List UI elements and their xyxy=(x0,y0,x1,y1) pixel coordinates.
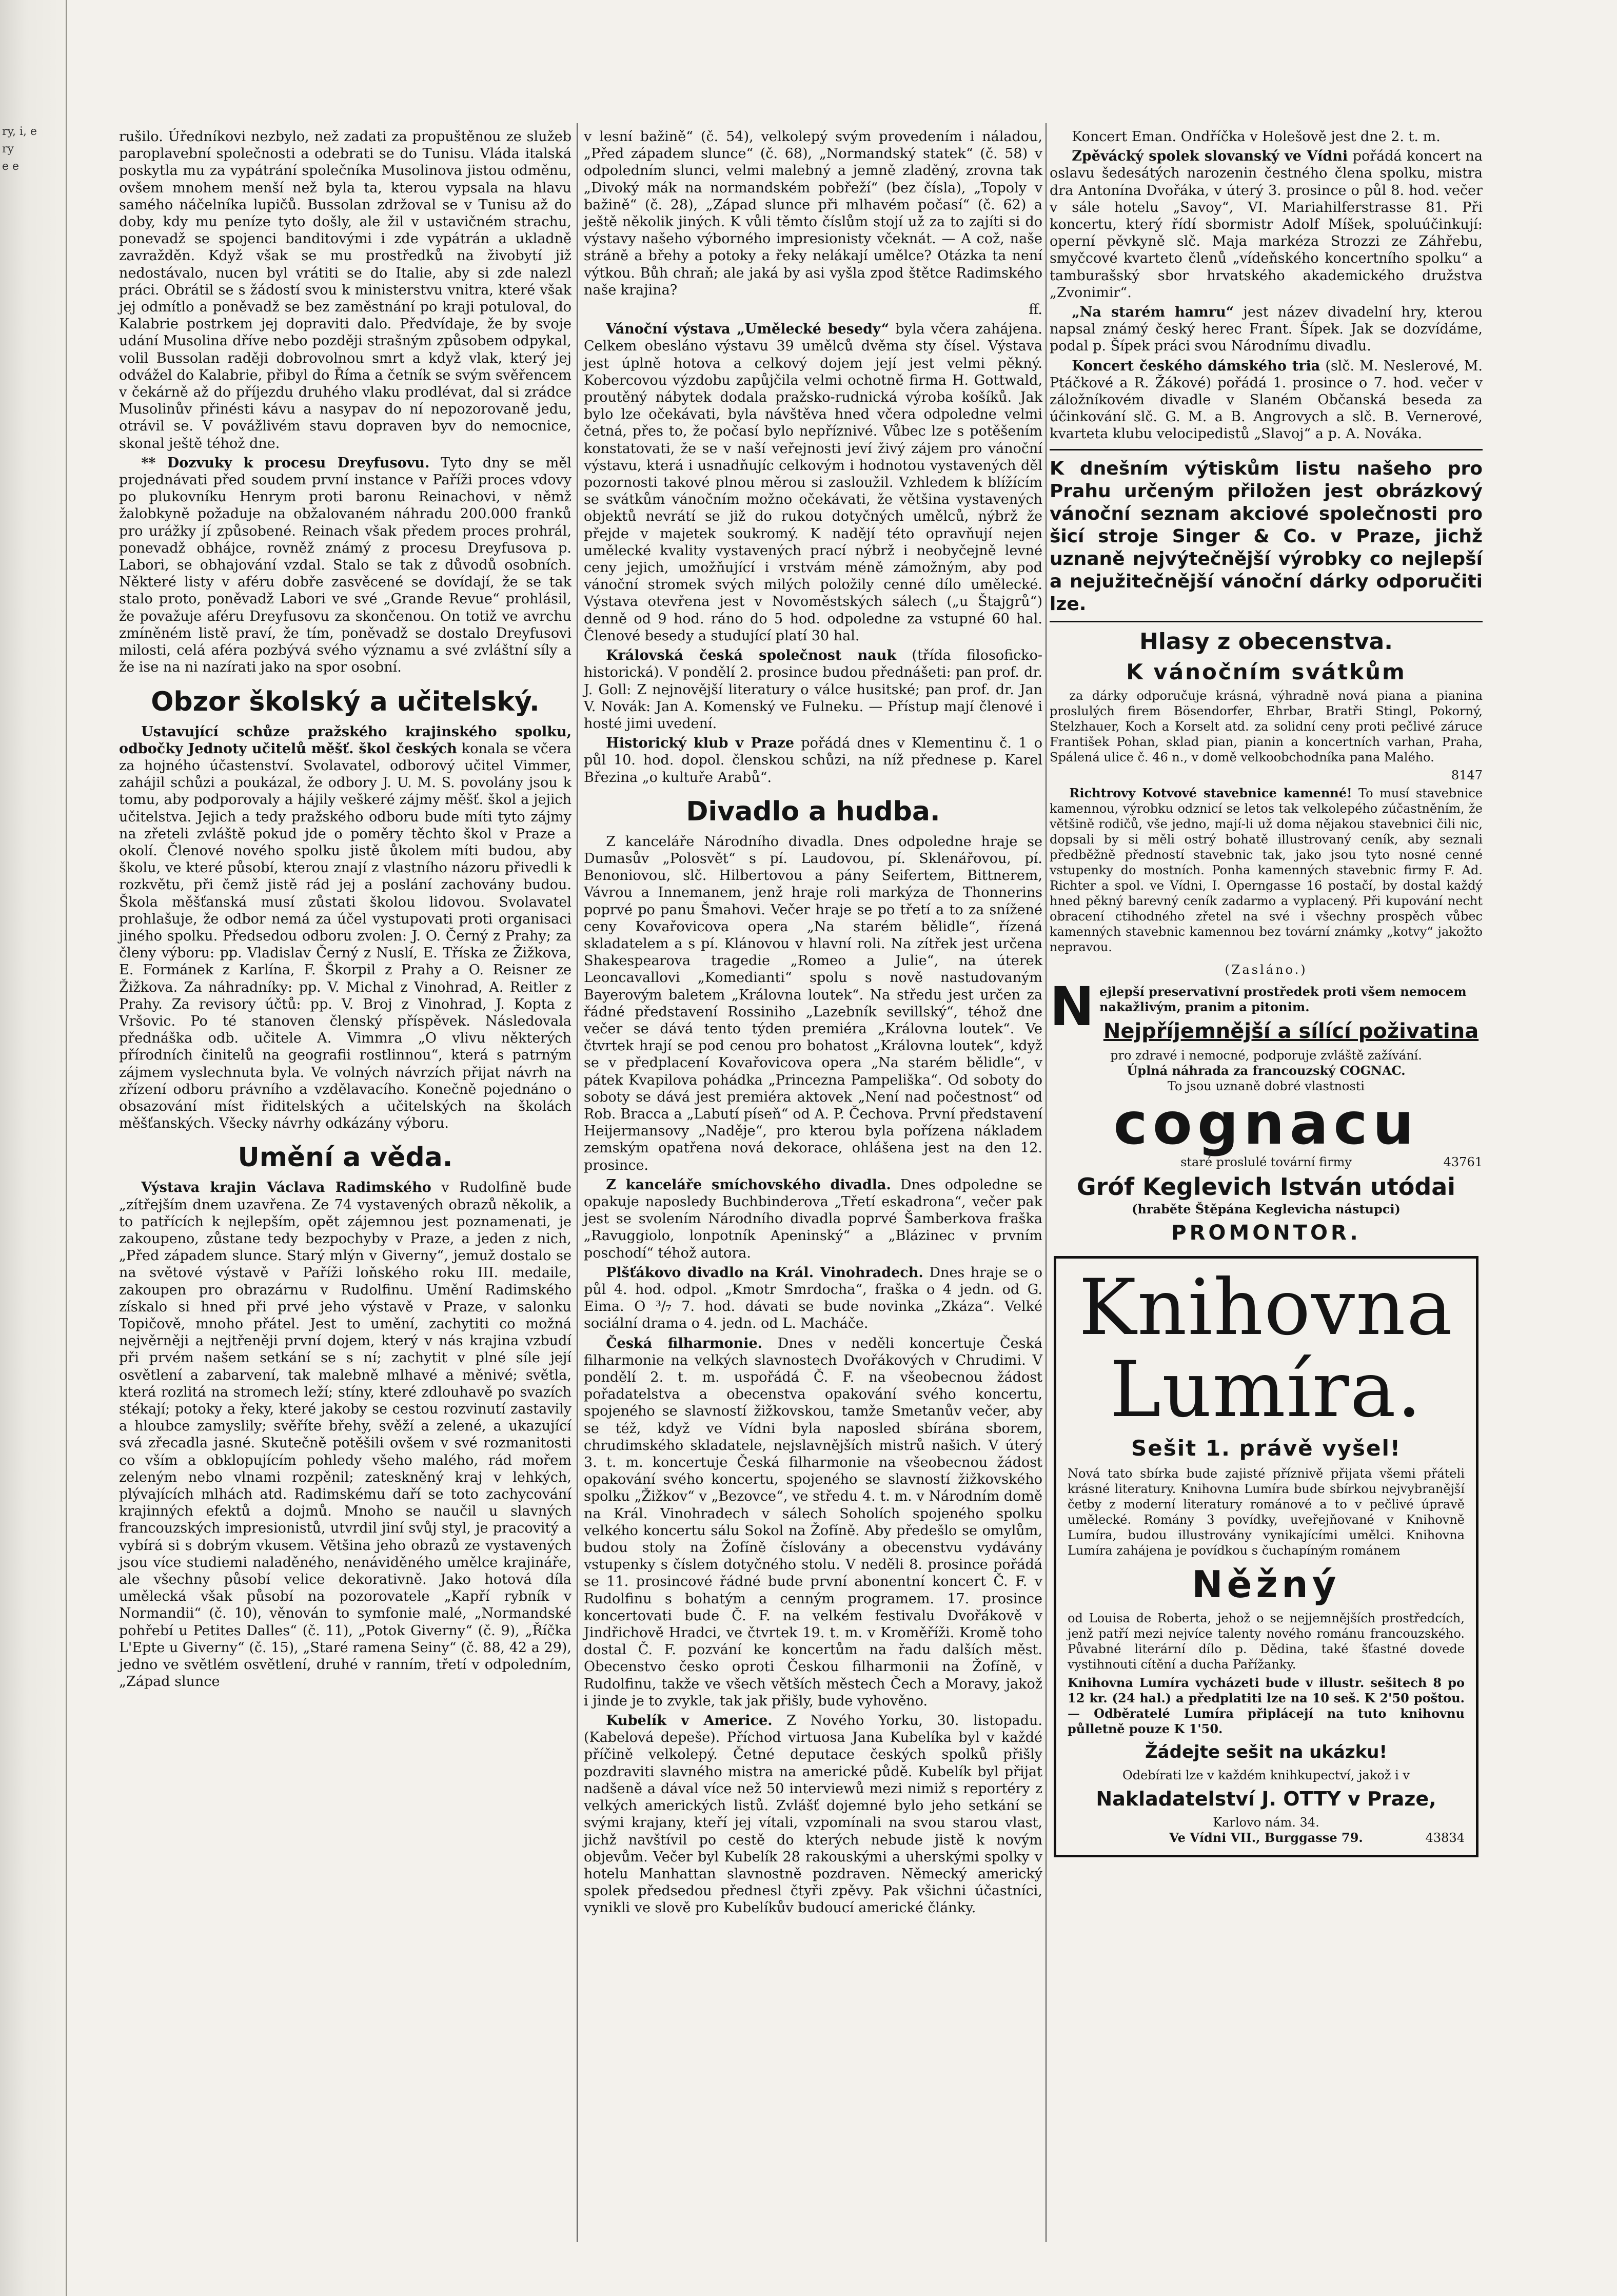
article-kubelik-lead: Kubelík v Americe. xyxy=(606,1713,773,1729)
cognac-heading: Nejpříjemnější a sílící poživatina xyxy=(1103,1019,1479,1043)
article-dreyfus-text: Tyto dny se měl projednávati před soudem první instance v Paříži proces vdovy po plukovníku Henrym proti baronu Reinachovi, v němž žalobkyně požaduje na obžalovaném náhradu 200.000 franků pro urážky jí způsobené. Reinach však předem proces prohrál, ponevadž obhájce, rovněž známý z procesu Dreyfusova p. Labori, se obhajování vzdal. Stalo se tak z důvodů osobních. Některé listy v aféru dobře zasvěcené se dovídají, že se tak stalo proto, poněvadž Labori ve své „Grande Revue“ prohlásil, že považuje aféru Dreyfusovu za skončenou. On totiž ve avrchu zmíněném listě praví, že tím, poněvadž se dostalo Dreyfusovi milosti, celá aféra pozbývá svého významu a své zvláštní síly a že ise na ni nazírati jako na spor osobní. xyxy=(119,455,571,676)
divider xyxy=(1050,621,1483,622)
article-lectures-text: (třída filosoficko-historická). V pondělí 2. prosince budou přednášeti: pan prof. dr. J. Goll: Z nejnovější literatury o válce husitské; pan prof. dr. Jan V. Novák: Jan A. Komenský ve Fulneku. — Přístup mají členové i hosté jimi uvedení. xyxy=(584,647,1042,732)
knihovna-vienna-text: Ve Vídni VII., Burggasse 79. xyxy=(1169,1830,1363,1845)
article-kubelik-text: Z Nového Yorku, 30. listopadu. (Kabelová depeše). Příchod virtuosa Jana Kubelíka byl v každé příčině velkolepý. Četné deputace českých spolků přišly pozdraviti slavného mistra na americké půdě. Kubelík byl přijat nadšeně a dával více než 50 interviewů mezi nimiž s reportéry z velkých amerických listů. Zvlášť dojemné bylo jeho setkání se svými krajany, kteří jej vítali, vzpomínali na svou starou vlast, jichž navštívil po cestě do kterých nebude jistě k novým objevům. Večer byl Kubelík 28 rakouskými a uherskými spolky v hotelu Manhattan slavnostně pozdraven. Německý americký spolek předsedou přednesl čtyři zpěvy. Pak všichni účastníci, vynikli ve slově pro Kubelíkův budoucí americké články. xyxy=(584,1713,1042,1916)
article-dreyfus xyxy=(119,455,571,676)
article-trio-lead: Koncert českého dámského tria xyxy=(1072,358,1320,374)
knihovna-text: Nová tato sbírka bude zajisté příznivě přijata všemi přáteli krásné literatury. Knihovna Lumíra bude sbírkou nejvybranější četby z moderní literatury románové a to v pečlivé úpravě umělecké. Romány 3 povídky, uveřejňované v Knihovně Lumíra, budou illustrovány vynikajícími umělci. Knihovna Lumíra zahájena je povídkou s čuchapíným románem xyxy=(1068,1466,1465,1558)
cognac-line-1: pro zdravé i nemocné, podporuje zvláště zažívání. xyxy=(1110,1048,1422,1063)
column-rule-2 xyxy=(1046,123,1047,2242)
article-trio-text: (slč. M. Neslerové, M. Ptáčkové a R. Žákové) pořádá 1. prosince o 7. hod. večer v záložníkovém divadle v Slaném Občanská beseda za účinkování slč. G. M. a B. Angrovych a slč. B. Vernerové, kvarteta klubu velocipedistů „Slavoj“ a p. A. Nováka. xyxy=(1050,358,1483,442)
article-national-theatre: Z kanceláře Národního divadla. Dnes odpoledne hraje se Dumasův „Polosvět“ s pí. Laudovou, pí. Sklenářovou, pí. Benoniovou, slč. Hilbertovou a pány Seifertem, Bittnerem, Vávrou a Innemanem, jenž hraje roli markýza de Thonnerins poprvé po panu Šmahovi. Večer hraje se po třetí a to za snížené ceny Kovařovicova opera „Na starém bělidle“, řízená skladatelem a s pí. Klánovou v hlavní roli. Na zítřek jest určena Shakespearova tragedie „Romeo a Julie“, na úterek Leoncavallovi „Komedianti“ spolu s nově nastudovaným Bayerovým baletem „Královna loutek“. Na středu jest určen za řádné představení Rossiniho „Lazebník sevillský“, téhož dne večer se dává tento týden premiéra „Královna loutek“. Ve čtvrtek hrají se pod cenou pro bohatost „Královna loutek“, když se v předplacení Kovařovicova opera „Na starém bělidle“, v pátek Kvapilova pohádka „Princezna Pampeliška“. Od soboty do soboty se dává jest premiéra aktovek „Není nad počestnost“ od Rob. Bracca a „Labutí píseň“ od A. P. Čechova. První představení Heijermansovy „Naděje“, pro kterou byla pořízena nákladem zemským opatřena nová dekorace, ohlášena jest na den 12. prosince. xyxy=(584,833,1042,1173)
divider xyxy=(1050,449,1483,450)
article-xmas-lead: Vánoční výstava „Umělecké besedy“ xyxy=(606,321,890,338)
column-2 xyxy=(584,128,1042,2273)
cognac-firm-note: (hraběte Štěpána Keglevicha nástupci) xyxy=(1132,1201,1401,1216)
article-piste-text: Dnes hraje se o půl 4. hod. odpol. „Kmotr Smrdocha“, fraška o 4 jedn. od G. Eima. O ³/₇ 7. hod. dávati se bude novinka „Zkáza“. Velké sociální drama o 4. jedn. od L. Macháče. xyxy=(584,1264,1043,1332)
cognac-line-4 xyxy=(1050,1154,1483,1170)
article-lectures xyxy=(584,647,1042,732)
article-radimsky xyxy=(119,1179,571,1690)
knihovna-sesit: Sešit 1. právě vyšel! xyxy=(1131,1435,1402,1461)
article-club-lead: Historický klub v Praze xyxy=(606,735,795,752)
kotva-ad xyxy=(1050,786,1483,955)
article-dreyfus-lead: ** Dozvuky k procesu Dreyfusovu. xyxy=(141,455,430,471)
column-3 xyxy=(1050,128,1483,2273)
article-hamr-text: jest název divadelní hry, kterou napsal známý český herec Frant. Šípek. Jak se dozvídáme, podal p. Šípek práci svou Národnímu divadlu. xyxy=(1050,304,1483,355)
article-hamr xyxy=(1050,304,1483,355)
article-philharmonic xyxy=(584,1335,1042,1710)
pohan-ad-text: za dárky odporučuje krásná, výhradně nová piana a pianina proslulých firem Bösendorfer, Ehrbar, Bratři Stingl, Pokorný, Stelzhauer, Koch a Korselt atd. za solidní ceny proti pečlivé záruce František Pohan, sklad pian, pianin a koncertních varhan, Praha, Spálená ulice č. 46 n., v domě velkoobchodníka pana Malého. xyxy=(1050,688,1483,764)
knihovna-number: 43834 xyxy=(1425,1830,1465,1845)
column-rule-1 xyxy=(577,123,578,2242)
knihovna-publisher: Nakladatelství J. OTTY v Praze, xyxy=(1096,1787,1436,1810)
singer-notice: K dnešním výtiskům listu našeho pro Prahu určeným přiložen jest obrázkový vánoční seznam akciové společnosti pro šicí stroje Singer & Co. v Praze, jichž uznaně nejvýtečnější výrobky co nejlepší a nejužitečnější vánoční dárky odporučiti lze. xyxy=(1050,458,1483,615)
article-phil-text: Dnes v neděli koncertuje Česká filharmonie na velkých slavnostech Dvořákových v Chrudimi. V pondělí 2. t. m. uspořádá Č. F. na všeobecnou žádost pořadatelstva a obecenstva opakování svého koncertu, spojeného se slavností žižkovskou, tamže Smetanův večer, aby se též, když ve Vídni byla naposled sbírána sborem, chrudimského skladatele, nejslavnějších mistrů našich. V úterý 3. t. m. koncertuje Česká filharmonie na všeobecnou žádost opakování svého koncertu, spojeného se slavností žižkovského spolku „Žižkov“ v „Bezovce“, ve středu 4. t. m. v Národním domě na Král. Vinohradech v sálech Soholích spojeného spolku velkého koncertu sálu Sokol na Žofíně. Aby předešlo se omylům, budou stoly na Žofíně číslovány a obecenstvu vydávány vstupenky s číslem dotyčného stolu. V neděli 8. prosince pořádá se 11. prosincové řádné bude první abonentní koncert Č. F. v Rudolfinu s bohatým a cenným programem. 17. prosince koncertovati bude Č. F. na velkém festivalu Dvořákově v Jindřichově Hradci, ve čtvrtek 19. t. m. v Kroměříži. Kromě toho dostal Č. F. pozvání ke koncertům na řadu dalších měst. Obecenstvo česko oproti Českou filharmonii na Žofíně, v Rudolfinu, takže ve všech větších městech Čech a Moravy, jakož i jinde je to zvykle, tak jak přišly, bude vyhověno. xyxy=(584,1335,1042,1709)
article-school xyxy=(119,723,571,1132)
cognac-line-2: Úplná náhrada za francouzský COGNAC. xyxy=(1127,1063,1406,1078)
article-slavic-lead: Zpěvácký spolek slovanský ve Vídni xyxy=(1072,148,1348,165)
cognac-city: PROMONTOR. xyxy=(1171,1221,1361,1245)
article-piste xyxy=(584,1264,1042,1332)
cognac-intro: ejlepší preservativní prostředek proti všem nemocem nakažlivým, pranim a pitonim. xyxy=(1099,984,1467,1014)
article-piste-lead: Plšťákovo divadlo na Král. Vinohradech. xyxy=(606,1264,923,1281)
cognac-line-4-text: staré proslulé tovární firmy xyxy=(1180,1154,1352,1169)
section-heading-theatre: Divadlo a hudba. xyxy=(686,796,940,827)
article-radimsky-cont: v lesní bažině“ (č. 54), velkolepý svým provedením i náladou, „Před západem slunce“ (č. 68), „Normandský statek“ (č. 58) v odpoledním slunci, velmi malebný a jemně zladěný, zrovna tak „Divoký mák na normandském pobřeží“ (bez čísla), „Topoly v bažině“ (č. 28), „Západ slunce při mlhavém počasí“ (č. 62) a ještě několik jiných. K vůli těmto číslům stojí už za to zajíti si do výstavy našeho výborného impresionisty včeknát. — A což, naše stráně a břehy a potoky a řeky nelákají umělce? Otázka ta není výtkou. Bůh chraň; ale jaká by asi vyšla zpod štětce Radimského naše krajina? xyxy=(584,129,1042,298)
article-xmas-exhibition xyxy=(584,321,1042,644)
knihovna-order: Odebírati lze v každém knihkupectví, jakož i v xyxy=(1122,1768,1410,1782)
kotva-ad-text: To musí stavebnice kamennou, výrobku odznicí se letos tak velkolepého zúčastněním, že většině rodičů, vše jedno, mají-li už doma nějakou stavebnici čili nic, dopsali by si měli ostrý bohatě illustrovaný ceník, aby seznali předběžně předností stavebnic tak, jako jsou tyto nosné cenné vstupenky do mostních. Ponha kamenných stavebnic firmy F. Ad. Richter a spol. ve Vídni, I. Operngasse 16 postačí, by dostal každý hned pěkný barevný ceník zadarmo a vyplacený. Při kupování necht obracení ctihodného zřetel na své i všechny prospěch vůbec kamenných stavebnic kamennou bez tovární známky „kotvy“ jakožto nepravou. xyxy=(1050,786,1483,954)
article-xmas-text: byla včera zahájena. Celkem obesláno výstavu 39 umělců dvěma sty čísel. Výstava jest úplně hotova a celkový dojem její jest velmi pěkný. Kobercovou výzdobu zapůjčila velmi ochotně firma H. Gottwald, proutěný nábytek dodala pražsko-rudnická výroba košíků. Jak bylo lze očekávati, byla návštěva hned včera odpoledne velmi četná, přes to, že počasí bylo nepříznivé. Vůbec lze s potěšením konstatovati, že se v naší veřejnosti jeví živý zájem pro vánoční výstavu, která i usnadňujíc celkovým i hodnotou vystavených děl pozornosti takové plnou měrou si zasloužil. Vzhledem k blížícím se svátkům vánočním možno očekávati, že většina vystavených objektů nevrátí se již do rukou dotyčných umělců, nýbrž že přejde v majetek soukromý. K nadějí této opravňují nejen umělecké kvality vystavených prací nýbrž i neobyčejně levné ceny jejich, umožňující i vrstvám méně zámožným, aby pod vánoční stromek svých milých položily cenné dílo umělecké. Výstava otevřena jest v Novoměstských sálech („u Štajgrů“) denně od 9 hod. ráno do 5 hod. odpoledne za vstupné 60 hal. Členové besedy a studující platí 30 hal. xyxy=(584,321,1042,644)
article-signature: ff. xyxy=(1029,302,1042,318)
section-heading-voices: Hlasy z obecenstva. xyxy=(1139,628,1393,655)
cognac-number: 43761 xyxy=(1443,1154,1483,1169)
article-smichov xyxy=(584,1176,1042,1262)
article-slavic-society xyxy=(1050,148,1483,301)
page-margin xyxy=(0,0,67,2296)
article-history-club xyxy=(584,735,1042,786)
knihovna-address: Karlovo nám. 34. xyxy=(1213,1815,1319,1830)
pohan-ad-heading: K vánočním svátkům xyxy=(1126,659,1406,684)
section-heading-art: Umění a věda. xyxy=(238,1142,453,1173)
section-heading-school: Obzor školský a učitelský. xyxy=(151,686,540,717)
knihovna-lumira-ad xyxy=(1054,1256,1478,1857)
kotva-ad-lead: Richtrovy Kotvové stavebnice kamenné! xyxy=(1069,785,1352,800)
article-radimsky-text: v Rudolfině bude „zítřejším dnem uzavřena. Ze 74 vystavených obrazů několik, a to patřících k nejlepším, opět zájemnou jest poznamenati, je zakoupeno, zůstane tedy bezpochyby v Praze, a jeden z nich, „Před západem slunce. Starý mlýn v Giverny“, jemuž dostalo se na světové výstavě v Paříži loňského roku III. medaile, zakoupen pro obrazárnu v Rudolfinu. Umění Radimského získalo si hned při prvé jeho výstavě v Praze, v salonku Topičově, mnoho přátel. Jest to umění, zachytiti co možná nejvěrněji a nejtřeněji první dojem, který v nás krajina vzbudí při prvém našem setkání se s ní; zachytit v plné síle její osvětlení a zabarvení, tak malebně mlhavé a měnivé; světla, která rozlitá na stromech leží; stíny, které zdlouhavě po svazích stékají; potoky a řeky, které jakoby se cestou rozvinutí zastavily a hloubce zamyslily; svěříte břehy, svěží a zelené, a ukazující svá zřecadla jasné. Skutečně potěšili ovšem v své rozmanitosti co vším a obklopujícím pohledy všeho malého, rád mořem zeleným nebo vlnami rozpěnil; zateskněný kraj v lehkých, plývajících mlhách atd. Radimskému daří se toto zachycování krajinných efektů a dojmů. Mnoho se naučil u slavných francouzských impresionistů, utvrdil jiní svůj styl, je pracovitý a vybírá si s dobrým vkusem. Většina jeho obrazů ze vystavených jsou více studiemi naladěného, nenáviděného umělce krajináře, ale všechny působí velice dekorativně. Jako hotová díla umělecká však působí na pozorovatele „Kapří rybník v Normandii“ (č. 10), věnován to symfonie malé, „Normandské pohřebí u Petites Dalles“ (č. 11), „Potok Giverny“ (č. 9), „Říčka L'Epte u Giverny“ (č. 15), „Staré ramena Seiny“ (č. 88, 42 a 29), jedno ve světlém osvětlení, druhé v ranním, třetí v odpoledním, „Západ slunce xyxy=(119,1180,571,1690)
margin-fragment: ry, i, e ry e e xyxy=(2,125,37,173)
article-hamr-lead: „Na starém hamru“ xyxy=(1072,304,1234,321)
knihovna-author: od Louisa de Roberta, jehož o se nejjemnějších prostředcích, jenž patří mezi nejvíce talenty nového románu francouzského. Půvabné literární dílo p. Dědina, také šťastné dovede vystihnouti cítění a ducha Pařížanky. xyxy=(1068,1611,1465,1672)
article-school-text: konala se včera za hojného účastenství. Svolavatel, odborový učitel Vimmer, zahájil schůzi a poukázal, že odbory J. U. M. S. povolány jsou k tomu, aby podporovaly a hájily veškeré zájmy měšť. škol a jejich učitelstva. Jejich a tedy pražského odboru bude míti tyto zájmy na zřeteli zvláště pokud jde o poměry těchto škol v Praze a okolí. Členové nového spolku jistě ůkolem míti budou, aby školu, ve které působí, kterou znají z vlastního názoru přivedli k rozkvětu, při čemž jistě rád jej a poslání zachovány budou. Škola měšťanská musí zůstati školou lidovou. Svolavatel prohlašuje, že odbor nemá za účel vystupovati proti organisaci jiného spolku. Předsedou odboru zvolen: J. O. Černý z Prahy; za členy výboru: pp. Vladislav Černý z Nuslí, E. Tříska ze Žižkova, E. Formánek z Karlína, F. Škorpil z Prahy a O. Reisner ze Žižkova. Za náhradníky: pp. V. Michal z Vinohrad, A. Reitler z Prahy. Za revisory účtů: pp. V. Broj z Vinohrad, J. Kopta z Vršovic. Po té stanoven členský příspěvek. Následovala přednáška odb. učitele A. Vimmra „O vlivu některých přírodních činitelů na geografii rostlinnou“, která s patrným zájmem vyslechnuta byla. Ve volných návrzích přijat návrh na zřízení odboru právního a vzdělavacího. Konečně pojednáno o obsazování míst řiditelských a učitelských na školách měšťanských. Všecky návrhy odkázány výboru. xyxy=(119,740,571,1132)
article-phil-lead: Česká filharmonie. xyxy=(606,1335,763,1351)
knihovna-nezny: Něžný xyxy=(1192,1562,1340,1606)
cognac-firm: Gróf Keglevich István utódai xyxy=(1076,1172,1456,1201)
article-smichov-lead: Z kanceláře smíchovského divadla. xyxy=(606,1176,891,1193)
column-1 xyxy=(119,128,571,2273)
article-smichov-text: Dnes odpoledne se opakuje naposledy Buchbinderova „Třetí eskadrona“, večer pak jest se svolením Národního divadla poprvé Šamberkova fraška „Ravuggiolo, lonpotník Apeninský“ a „Blázinec v prvním poschodí“ téhož autora. xyxy=(584,1176,1043,1261)
article-musolino-end: rušilo. Úředníkovi nezbylo, než zadati za propuštěnou ze služeb paroplavební společnosti a odebrati se do Tunisu. Vláda italská poskytla mu za vypátrání společníka Musolinova jistou odměnu, ovšem mnohem menší než byla ta, kterou vypsala na hlavu samého náčelníka lupičů. Bussolan zdržoval se v Tunisu až do doby, kdy mu peníze tyto došly, ale žil v ustavičném strachu, ponevadž se spojenci banditovými i zde vypátrán a ukladně zavražděn. Když však se mu prostředků na živobytí již nedostávalo, nucen byl vrátiti se do Italie, aby si zde nalezl práci. Obrátil se s žádostí svou k ministerstvu vnitra, které však jej odmítlo a poněvadž se bez zaměstnání po kraji potuloval, do Kalabrie postrkem jej dopraviti dalo. Předvídaje, že by svoje udání Musolina dříve nebo později strašným způsobem odpykal, volil Bussolan raději dobrovolnou smrt a když vlak, který jej odvážel do Kalabrie, přibyl do Říma a četník se svým svěřencem v čekárně až do příjezdu druhého vlaku prodlévat, dal si zrádce Musolinův přinésti kávu a nasypav do ní nepozorovaně jedu, otrávil se. V povážlivém stavu dopraven byv do nemocnice, skonal ještě téhož dne. xyxy=(119,129,571,452)
cognac-ad xyxy=(1050,975,1483,1245)
article-trio xyxy=(1050,358,1483,443)
cognac-wordmark: cognacu xyxy=(1113,1090,1419,1157)
article-lectures-lead: Královská česká společnost nauk xyxy=(606,647,897,664)
cognac-line-3: To jsou uznaně dobré vlastnosti xyxy=(1167,1078,1365,1093)
pohan-ad-number: 8147 xyxy=(1451,768,1483,782)
knihovna-price: Knihovna Lumíra vycházeti bude v illustr. sešitech 8 po 12 kr. (24 hal.) a předplatiti lze na 10 seš. K 2'50 poštou. — Odběratelé Lumíra připlácejí na tuto knihovnu půlletně pouze K 1'50. xyxy=(1068,1675,1465,1736)
article-radimsky-lead: Výstava krajin Václava Radimského xyxy=(141,1180,431,1196)
article-slavic-text: pořádá koncert na oslavu šedesátých narozenin čestného člena spolku, mistra dra Antonína Dvořáka, v úterý 3. prosince o půl 8. hod. večer v sále hotelu „Savoy“, VI. Mariahilferstrasse 81. Při koncertu, který řídí sbormistr Adolf Míšek, spoluúčinkují: operní pěvkyně slč. Maja markéza Strozzi ze Záhřebu, smyčcové kvarteto členů „vídeňského koncertního spolku“ a tamburašský sbor hrvatského akademického družstva „Zvonimir“. xyxy=(1050,148,1483,301)
knihovna-ask: Žádejte sešit na ukázku! xyxy=(1145,1741,1387,1762)
article-school-lead: Ustavující schůze pražského krajinského spolku, odbočky Jednoty učitelů měšť. škol českých xyxy=(119,723,571,757)
knihovna-title: Knihovna Lumíra. xyxy=(1078,1263,1454,1435)
cognac-dropcap: N xyxy=(1050,975,1095,1038)
article-club-text: pořádá dnes v Klementinu č. 1 o půl 10. hod. dopol. členskou schůzi, na níž přednese p. Karel Březina „o kultuře Arabů“. xyxy=(584,735,1042,786)
zasl-label: (Zasláno.) xyxy=(1225,962,1308,977)
article-kubelik xyxy=(584,1712,1042,1916)
knihovna-vienna xyxy=(1068,1830,1465,1846)
article-ondricek: Koncert Eman. Ondříčka v Holešově jest dne 2. t. m. xyxy=(1072,129,1441,145)
